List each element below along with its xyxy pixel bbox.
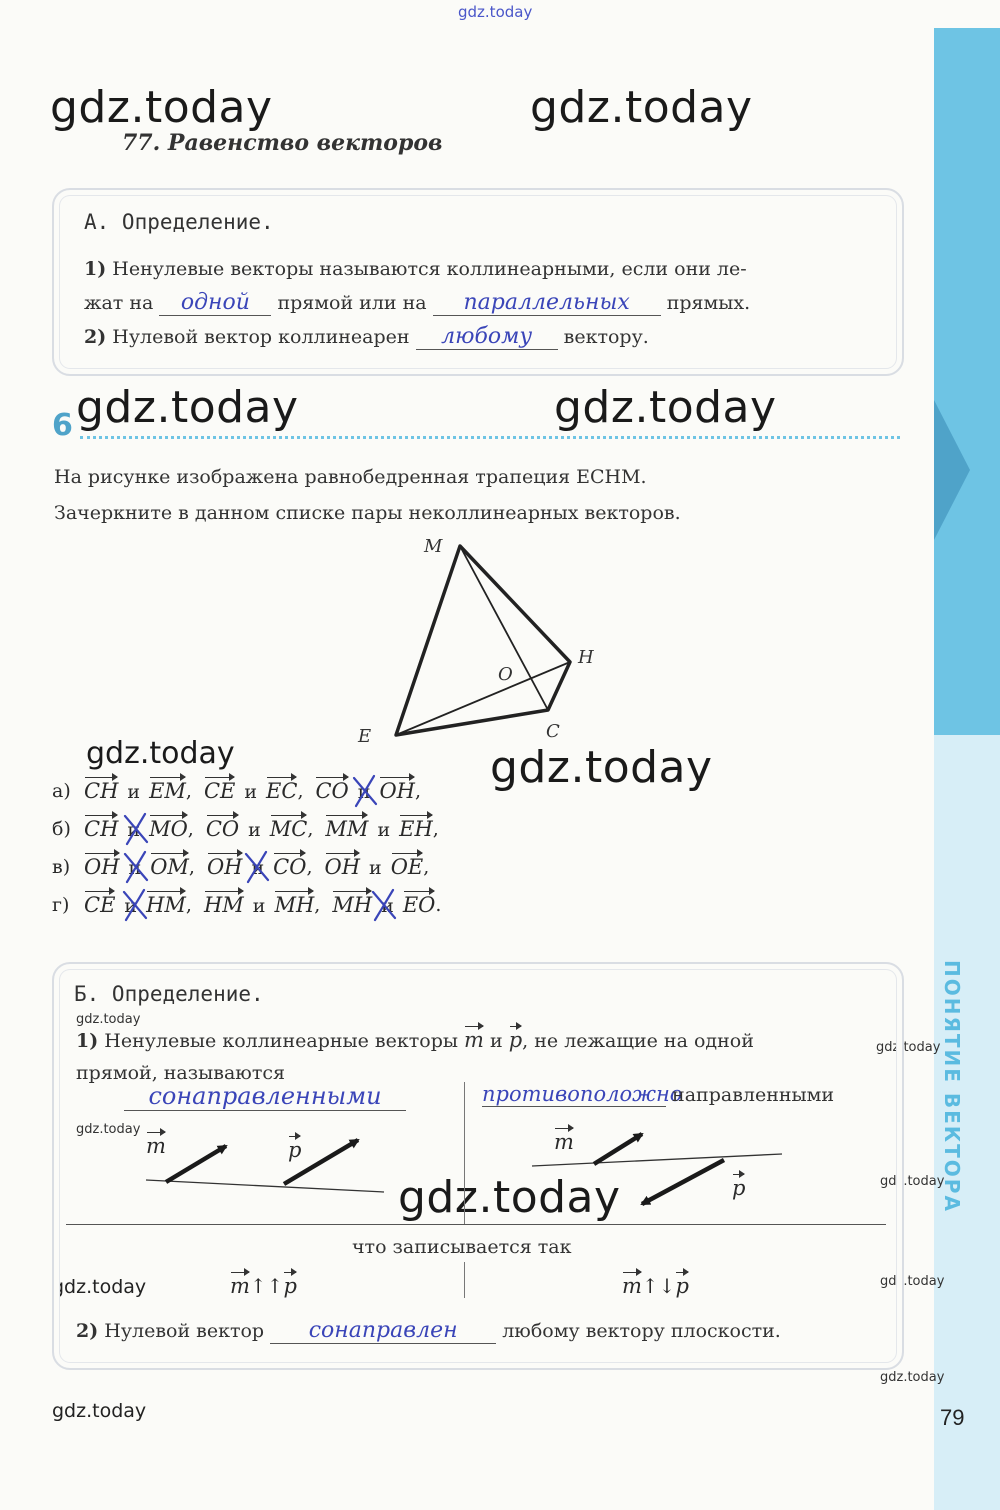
handwritten-answer: сонаправлен bbox=[308, 1318, 458, 1343]
vector: CH bbox=[84, 779, 119, 803]
base-line bbox=[532, 1154, 782, 1166]
vector-m: m bbox=[622, 1274, 642, 1298]
codirected-vectors-illustration bbox=[134, 1124, 394, 1204]
vector: MM bbox=[325, 817, 369, 841]
cross-mark-icon bbox=[121, 850, 151, 884]
task-text-line1: На рисунке изображена равнобедренная трапеция ECHM. bbox=[54, 466, 647, 488]
vector: OH bbox=[84, 855, 120, 879]
watermark: gdz.today bbox=[76, 382, 299, 433]
vector: MO bbox=[149, 817, 188, 841]
conjunction: и bbox=[251, 857, 265, 879]
handwritten-answer: одной bbox=[180, 290, 250, 315]
separator: , bbox=[414, 780, 422, 802]
watermark: gdz.today bbox=[458, 3, 533, 21]
vector-m: m bbox=[146, 1134, 166, 1158]
item-number: 1) bbox=[84, 258, 107, 280]
vector-pair-crossed[interactable] bbox=[332, 893, 435, 917]
conjunction: и bbox=[252, 895, 266, 917]
vector-pair[interactable] bbox=[325, 855, 424, 879]
label-vector-m bbox=[554, 1130, 574, 1154]
base-line bbox=[146, 1180, 384, 1192]
trapezoid-outline bbox=[396, 546, 570, 735]
answer-line-left bbox=[124, 1082, 406, 1111]
separator: , bbox=[188, 856, 195, 878]
watermark: gdz.today bbox=[398, 1172, 621, 1223]
box-b-line3 bbox=[76, 1318, 896, 1344]
notation-caption: что записывается так bbox=[352, 1236, 572, 1258]
watermark: gdz.today bbox=[76, 1122, 141, 1137]
codirected-symbol: ↑↑ bbox=[249, 1274, 284, 1298]
watermark: gdz.today bbox=[50, 82, 273, 133]
box-a-heading: А. Определение. bbox=[84, 210, 274, 234]
vector: CE bbox=[84, 893, 116, 917]
cross-mark-icon bbox=[120, 888, 150, 922]
vector-pair-crossed[interactable] bbox=[207, 855, 307, 879]
vector: EO bbox=[402, 893, 436, 917]
side-arrow-icon bbox=[934, 400, 970, 540]
arrow-p bbox=[642, 1160, 724, 1204]
vector-m: m bbox=[230, 1274, 250, 1298]
vector-pair[interactable] bbox=[204, 893, 314, 917]
box-a-line2 bbox=[84, 290, 884, 316]
point-label-e: E bbox=[358, 726, 372, 747]
vector: MH bbox=[332, 893, 373, 917]
vector-pair[interactable] bbox=[204, 779, 297, 803]
item-number: 2) bbox=[76, 1320, 99, 1342]
vector: CO bbox=[205, 817, 240, 841]
handwritten-answer: параллельных bbox=[463, 290, 630, 315]
vector-pair[interactable] bbox=[206, 817, 308, 841]
conjunction: и bbox=[490, 1030, 503, 1052]
row-label: б) bbox=[52, 818, 71, 840]
vector-p: p bbox=[508, 1028, 523, 1052]
section-title: 77. Равенство векторов bbox=[122, 130, 443, 156]
right-suffix: направленными bbox=[672, 1084, 835, 1106]
conjunction: и bbox=[381, 895, 394, 917]
watermark: gdz.today bbox=[52, 1276, 147, 1298]
vector-pair-row bbox=[52, 772, 612, 810]
cross-mark-icon bbox=[121, 812, 151, 846]
box-b-line3-pre: Нулевой вектор bbox=[104, 1320, 265, 1342]
handwritten-answer: сонаправленными bbox=[148, 1082, 382, 1110]
item-number: 1) bbox=[76, 1030, 99, 1052]
separator: , bbox=[432, 818, 439, 840]
conjunction: и bbox=[357, 781, 371, 803]
vector: EM bbox=[149, 779, 186, 803]
vector-pair-row bbox=[52, 886, 612, 924]
vector-m: m bbox=[554, 1130, 574, 1154]
vector: CE bbox=[203, 779, 236, 803]
item-number: 2) bbox=[84, 326, 107, 348]
point-label-m: M bbox=[424, 536, 443, 557]
separator: , bbox=[306, 856, 313, 878]
conjunction: и bbox=[127, 781, 141, 803]
vector: CO bbox=[273, 855, 307, 879]
vector: CH bbox=[84, 817, 119, 841]
separator: , bbox=[187, 818, 194, 840]
trapezoid-diagram bbox=[350, 530, 620, 750]
cross-mark-icon bbox=[242, 850, 272, 884]
page-number: 79 bbox=[940, 1405, 965, 1430]
box-b-heading: Б. Определение. bbox=[74, 982, 264, 1006]
vector-pair-crossed[interactable] bbox=[84, 893, 186, 917]
label-vector-p bbox=[732, 1176, 745, 1200]
watermark: gdz.today bbox=[880, 1274, 945, 1289]
side-label: ПОНЯТИЕ ВЕКТОРА bbox=[940, 960, 964, 1213]
column-divider bbox=[464, 1082, 465, 1224]
vector: EH bbox=[399, 817, 433, 841]
conjunction: и bbox=[244, 781, 258, 803]
watermark: gdz.today bbox=[76, 1012, 141, 1027]
box-b-line1-post: , не лежащие на одной bbox=[522, 1030, 754, 1052]
watermark: gdz.today bbox=[880, 1174, 945, 1189]
separator: , bbox=[307, 818, 314, 840]
row-label: а) bbox=[52, 780, 71, 802]
point-label-h: H bbox=[578, 647, 594, 668]
point-label-o: O bbox=[498, 664, 513, 685]
watermark: gdz.today bbox=[86, 736, 235, 771]
watermark: gdz.today bbox=[880, 1370, 945, 1385]
label-vector-m bbox=[146, 1134, 166, 1158]
cross-mark-icon bbox=[350, 774, 380, 808]
diagonal-eh bbox=[396, 662, 570, 735]
box-a-line3-post: вектору. bbox=[563, 326, 649, 348]
vector-pair-crossed[interactable] bbox=[84, 817, 188, 841]
box-a-line1 bbox=[84, 258, 884, 280]
watermark: gdz.today bbox=[554, 382, 777, 433]
opposite-symbol: ↑↓ bbox=[641, 1274, 676, 1298]
cross-mark-icon bbox=[369, 888, 399, 922]
vector-pair[interactable] bbox=[84, 779, 186, 803]
conjunction: и bbox=[369, 857, 382, 879]
vector-p: p bbox=[732, 1176, 746, 1200]
vector: HM bbox=[146, 893, 186, 917]
task-number: 6 bbox=[52, 408, 73, 443]
definition-box-a bbox=[52, 188, 904, 376]
conjunction: и bbox=[124, 895, 138, 917]
notation-opposite bbox=[622, 1274, 689, 1298]
vector: OE bbox=[390, 855, 424, 879]
watermark: gdz.today bbox=[530, 82, 753, 133]
vector: MC bbox=[269, 817, 308, 841]
box-a-line2-pre: жат на bbox=[84, 292, 154, 314]
task-text-line2: Зачеркните в данном списке пары неколлинеарных векторов. bbox=[54, 502, 681, 524]
box-a-line1-text: Ненулевые векторы называются коллинеарными, если они ле- bbox=[112, 258, 747, 280]
box-a-line3-pre: Нулевой вектор коллинеарен bbox=[112, 326, 410, 348]
point-label-c: C bbox=[546, 721, 560, 742]
separator: , bbox=[185, 780, 192, 802]
box-a-line3 bbox=[84, 324, 884, 350]
horizontal-divider bbox=[66, 1224, 886, 1225]
vector-p: p bbox=[675, 1274, 689, 1298]
vector: CO bbox=[315, 779, 349, 803]
vector: OH bbox=[206, 855, 243, 879]
vector-p: p bbox=[283, 1274, 297, 1298]
vector-pair-crossed[interactable] bbox=[315, 779, 415, 803]
handwritten-answer: противоположно bbox=[482, 1082, 683, 1106]
vector: EC bbox=[266, 779, 298, 803]
vector-pair[interactable] bbox=[325, 817, 432, 841]
diagonal-mc bbox=[460, 546, 548, 710]
row-label: в) bbox=[52, 856, 71, 878]
arrow-m bbox=[594, 1134, 642, 1164]
label-vector-p bbox=[288, 1138, 301, 1162]
arrow-m bbox=[166, 1146, 226, 1182]
conjunction: и bbox=[128, 857, 142, 879]
vector-pair-row bbox=[52, 848, 612, 886]
separator: . bbox=[435, 894, 442, 916]
row-label: г) bbox=[52, 894, 70, 916]
box-b-line3-post: любому вектору плоскости. bbox=[502, 1320, 781, 1342]
watermark: gdz.today bbox=[876, 1040, 941, 1055]
handwritten-answer: любому bbox=[441, 324, 533, 349]
watermark: gdz.today bbox=[52, 1400, 147, 1422]
vector: OH bbox=[379, 779, 415, 803]
vector-pair-crossed[interactable] bbox=[84, 855, 189, 879]
box-b-line2: прямой, называются bbox=[76, 1062, 285, 1084]
vector: MH bbox=[274, 893, 315, 917]
conjunction: и bbox=[377, 819, 391, 841]
notation-codirected bbox=[230, 1274, 297, 1298]
box-a-line2-post: прямых. bbox=[666, 292, 751, 314]
vector-pair-row bbox=[52, 810, 612, 848]
vector-m: m bbox=[464, 1028, 484, 1052]
box-b-line1 bbox=[76, 1028, 896, 1052]
vector: OH bbox=[324, 855, 361, 879]
vector: HM bbox=[203, 893, 244, 917]
separator: , bbox=[314, 894, 321, 916]
conjunction: и bbox=[127, 819, 141, 841]
vector: OM bbox=[150, 855, 189, 879]
answer-line-right bbox=[482, 1082, 834, 1107]
separator: , bbox=[297, 780, 304, 802]
watermark: gdz.today bbox=[490, 742, 713, 793]
dotted-divider bbox=[80, 436, 900, 439]
separator: , bbox=[185, 894, 192, 916]
vector-pairs-list bbox=[52, 772, 612, 924]
box-b-line1-pre: Ненулевые коллинеарные векторы bbox=[104, 1030, 458, 1052]
separator: , bbox=[423, 856, 430, 878]
box-a-line2-mid: прямой или на bbox=[277, 292, 427, 314]
definition-box-b bbox=[52, 962, 904, 1370]
vector-p: p bbox=[288, 1138, 302, 1162]
conjunction: и bbox=[248, 819, 261, 841]
column-divider bbox=[464, 1262, 465, 1298]
